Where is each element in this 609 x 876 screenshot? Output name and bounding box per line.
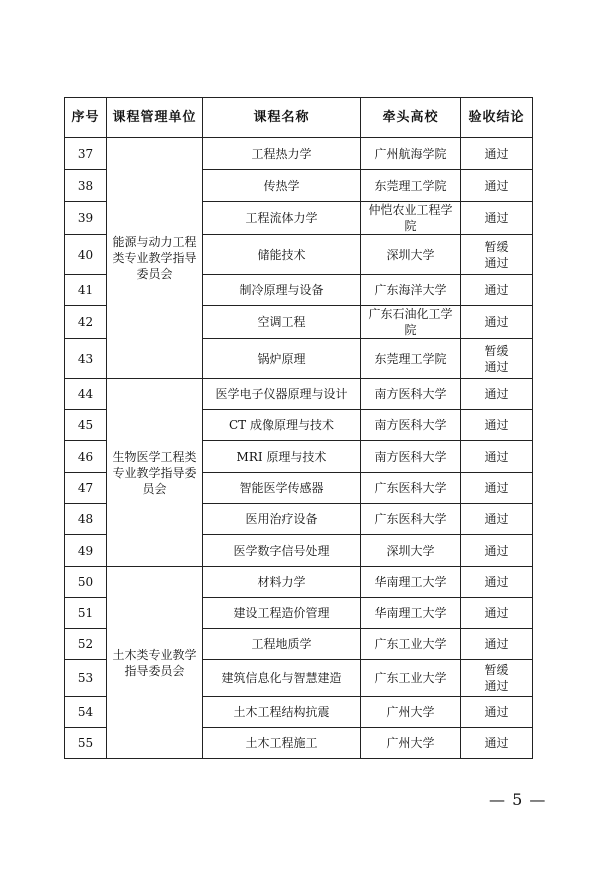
course-name: 空调工程 <box>203 306 361 339</box>
lead-school: 南方医科大学 <box>361 410 461 441</box>
result: 暂缓通过 <box>461 660 533 697</box>
row-no: 43 <box>65 339 107 379</box>
result: 通过 <box>461 410 533 441</box>
lead-school: 东莞理工学院 <box>361 339 461 379</box>
lead-school: 广东医科大学 <box>361 473 461 504</box>
lead-school: 东莞理工学院 <box>361 170 461 202</box>
course-name: 工程地质学 <box>203 629 361 660</box>
course-name: 医学电子仪器原理与设计 <box>203 379 361 410</box>
result: 通过 <box>461 202 533 235</box>
result: 通过 <box>461 138 533 170</box>
course-name: 传热学 <box>203 170 361 202</box>
lead-school: 广东石油化工学院 <box>361 306 461 339</box>
row-no: 51 <box>65 598 107 629</box>
result: 通过 <box>461 473 533 504</box>
lead-school: 南方医科大学 <box>361 441 461 473</box>
result: 通过 <box>461 629 533 660</box>
row-no: 42 <box>65 306 107 339</box>
lead-school: 广州大学 <box>361 697 461 728</box>
table-header-row <box>65 98 533 138</box>
row-no: 45 <box>65 410 107 441</box>
header-unit: 课程管理单位 <box>107 98 203 138</box>
row-no: 38 <box>65 170 107 202</box>
course-name: 建筑信息化与智慧建造 <box>203 660 361 697</box>
course-name: 制冷原理与设备 <box>203 275 361 306</box>
result: 暂缓通过 <box>461 339 533 379</box>
result: 通过 <box>461 728 533 759</box>
page-number: — 5 — <box>489 790 547 809</box>
row-no: 46 <box>65 441 107 473</box>
lead-school: 南方医科大学 <box>361 379 461 410</box>
lead-school: 仲恺农业工程学院 <box>361 202 461 235</box>
header-course: 课程名称 <box>203 98 361 138</box>
row-no: 52 <box>65 629 107 660</box>
lead-school: 深圳大学 <box>361 535 461 567</box>
result: 通过 <box>461 504 533 535</box>
course-name: 土木工程施工 <box>203 728 361 759</box>
lead-school: 广东医科大学 <box>361 504 461 535</box>
course-name: CT 成像原理与技术 <box>203 410 361 441</box>
table-row <box>65 567 533 598</box>
lead-school: 广州航海学院 <box>361 138 461 170</box>
row-no: 39 <box>65 202 107 235</box>
lead-school: 华南理工大学 <box>361 598 461 629</box>
row-no: 49 <box>65 535 107 567</box>
course-name: 工程热力学 <box>203 138 361 170</box>
row-no: 47 <box>65 473 107 504</box>
course-name: 工程流体力学 <box>203 202 361 235</box>
row-no: 40 <box>65 235 107 275</box>
result: 通过 <box>461 306 533 339</box>
course-name: 医用治疗设备 <box>203 504 361 535</box>
header-result: 验收结论 <box>461 98 533 138</box>
result: 通过 <box>461 379 533 410</box>
course-name: 建设工程造价管理 <box>203 598 361 629</box>
lead-school: 华南理工大学 <box>361 567 461 598</box>
lead-school: 广东工业大学 <box>361 660 461 697</box>
unit-cell: 土木类专业教学指导委员会 <box>107 567 203 759</box>
course-acceptance-table <box>64 97 533 759</box>
course-name: 土木工程结构抗震 <box>203 697 361 728</box>
row-no: 37 <box>65 138 107 170</box>
row-no: 41 <box>65 275 107 306</box>
result: 通过 <box>461 567 533 598</box>
header-school: 牵头高校 <box>361 98 461 138</box>
lead-school: 深圳大学 <box>361 235 461 275</box>
table-row <box>65 138 533 170</box>
course-name: 锅炉原理 <box>203 339 361 379</box>
row-no: 48 <box>65 504 107 535</box>
course-name: MRI 原理与技术 <box>203 441 361 473</box>
lead-school: 广东海洋大学 <box>361 275 461 306</box>
result: 通过 <box>461 535 533 567</box>
header-no: 序号 <box>65 98 107 138</box>
row-no: 44 <box>65 379 107 410</box>
result: 通过 <box>461 697 533 728</box>
result: 通过 <box>461 275 533 306</box>
lead-school: 广东工业大学 <box>361 629 461 660</box>
course-name: 智能医学传感器 <box>203 473 361 504</box>
row-no: 50 <box>65 567 107 598</box>
result: 暂缓通过 <box>461 235 533 275</box>
course-name: 医学数字信号处理 <box>203 535 361 567</box>
unit-cell: 生物医学工程类专业教学指导委员会 <box>107 379 203 567</box>
result: 通过 <box>461 170 533 202</box>
course-name: 储能技术 <box>203 235 361 275</box>
unit-cell: 能源与动力工程类专业教学指导委员会 <box>107 138 203 379</box>
table-row <box>65 379 533 410</box>
course-name: 材料力学 <box>203 567 361 598</box>
row-no: 53 <box>65 660 107 697</box>
row-no: 55 <box>65 728 107 759</box>
result: 通过 <box>461 441 533 473</box>
result: 通过 <box>461 598 533 629</box>
lead-school: 广州大学 <box>361 728 461 759</box>
row-no: 54 <box>65 697 107 728</box>
